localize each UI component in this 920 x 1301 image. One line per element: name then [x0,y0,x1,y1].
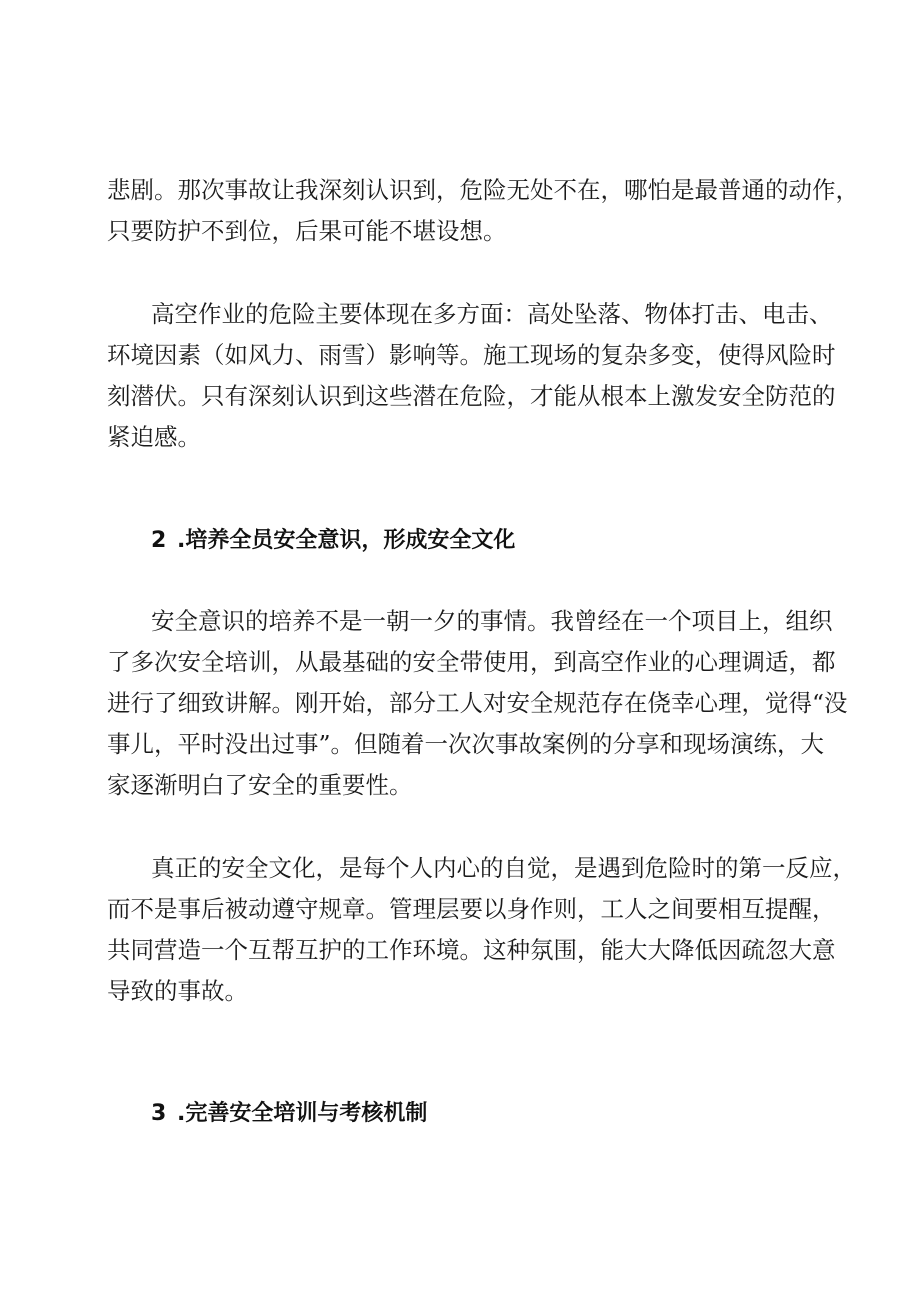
paragraph-3 [107,601,848,806]
paragraph-line: 导致的事故。 [107,977,248,1005]
paragraph-4 [107,848,856,1012]
paragraph-line: 进行了细致讲解。刚开始，部分工人对安全规范存在侥幸心理，觉得“没 [107,689,848,717]
paragraph-line: 家逐渐明白了安全的重要性。 [107,771,413,799]
paragraph-2 [107,294,836,458]
paragraph-line: 悲剧。那次事故让我深刻认识到，危险无处不在，哪怕是最普通的动作， [107,176,859,204]
paragraph-line: 高空作业的危险主要体现在多方面：高处坠落、物体打击、电击、 [151,300,833,328]
paragraph-line: 安全意识的培养不是一朝一夕的事情。我曾经在一个项目上，组织 [151,607,833,635]
paragraph-line: 而不是事后被动遵守规章。管理层要以身作则，工人之间要相互提醒， [107,895,836,923]
paragraph-line: 紧迫感。 [107,423,201,451]
paragraph-1 [107,170,859,252]
paragraph-line: 只要防护不到位，后果可能不堪设想。 [107,217,507,245]
section-number: 2 [151,528,167,553]
paragraph-line: 环境因素（如风力、雨雪）影响等。施工现场的复杂多变，使得风险时 [107,341,836,369]
section-title: .培养全员安全意识，形成安全文化 [177,528,516,553]
paragraph-line: 刻潜伏。只有深刻认识到这些潜在危险，才能从根本上激发安全防范的 [107,382,836,410]
paragraph-line: 事儿，平时没出过事”。但随着一次次事故案例的分享和现场演练，大 [107,730,825,758]
section-heading-3 [151,1099,427,1129]
section-number: 3 [151,1101,167,1126]
paragraph-line: 共同营造一个互帮互护的工作环境。这种氛围，能大大降低因疏忽大意 [107,936,836,964]
section-heading-2 [151,526,515,556]
section-title: .完善安全培训与考核机制 [177,1101,428,1126]
paragraph-line: 真正的安全文化，是每个人内心的自觉，是遇到危险时的第一反应， [151,854,856,882]
paragraph-line: 了多次安全培训，从最基础的安全带使用，到高空作业的心理调适，都 [107,648,836,676]
